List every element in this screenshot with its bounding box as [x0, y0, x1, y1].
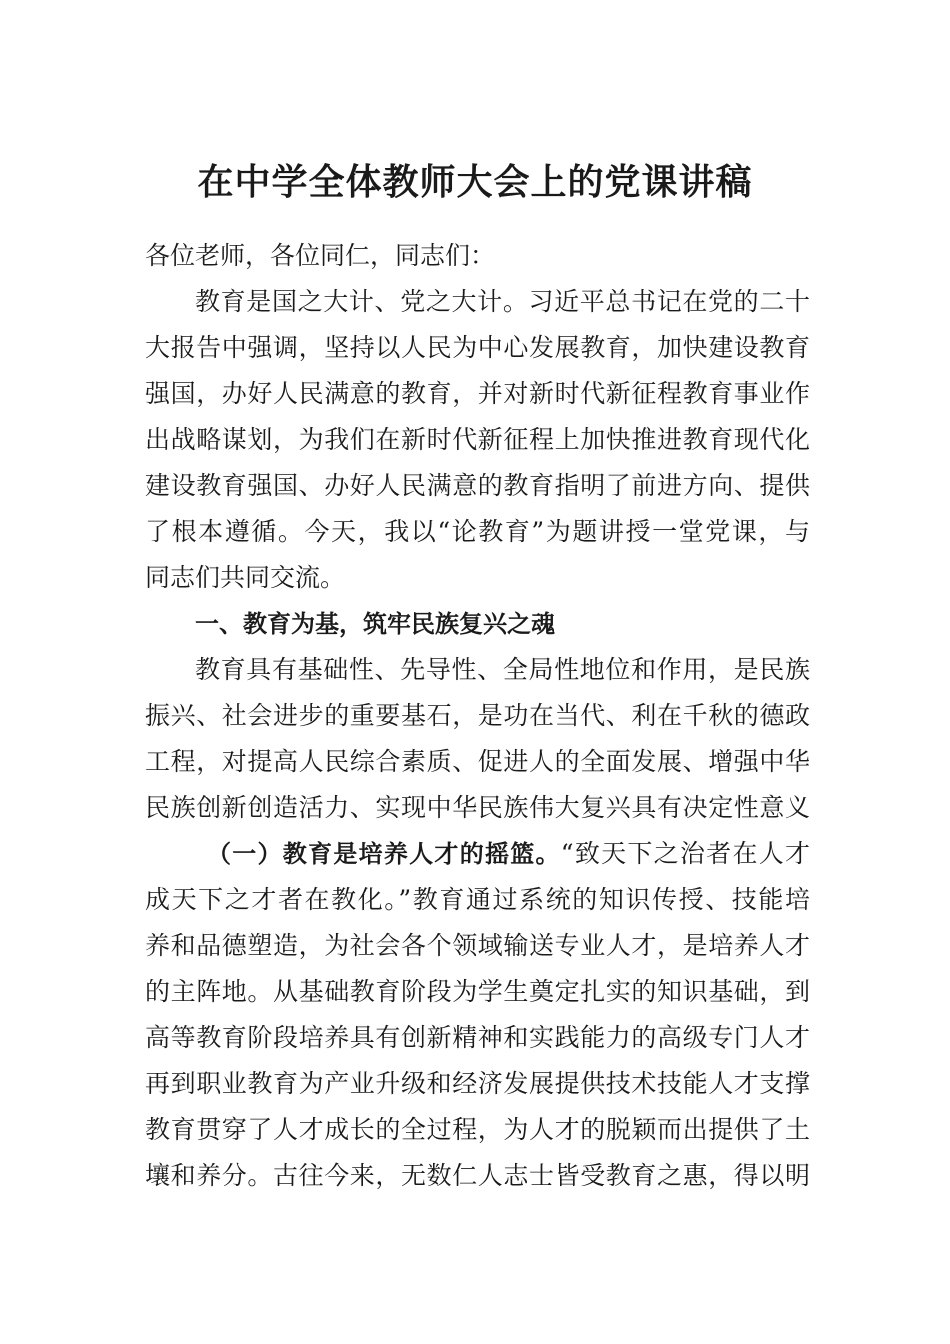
section-line: 振兴、社会进步的重要基石，是功在当代、利在千秋的德政 — [145, 701, 810, 730]
subsection-line: 高等教育阶段培养具有创新精神和实践能力的高级专门人才 — [145, 1023, 810, 1052]
intro-line: 同志们共同交流。 — [145, 563, 346, 592]
subsection-line: 成天下之才者在教化。”教育通过系统的知识传授、技能培 — [145, 885, 810, 914]
subsection-first-line — [145, 831, 810, 877]
section-line: 民族创新创造活力、实现中华民族伟大复兴具有决定性意义 — [145, 793, 810, 822]
intro-line: 出战略谋划，为我们在新时代新征程上加快推进教育现代化 — [145, 425, 810, 454]
greeting: 各位老师，各位同仁，同志们： — [145, 241, 496, 270]
subsection-line: 教育贯穿了人才成长的全过程，为人才的脱颖而出提供了土 — [145, 1115, 810, 1144]
document-title: 在中学全体教师大会上的党课讲稿 — [197, 162, 753, 203]
intro-line: 强国，办好人民满意的教育，并对新时代新征程教育事业作 — [145, 379, 810, 408]
section-heading: 一、教育为基，筑牢民族复兴之魂 — [195, 610, 555, 638]
subsection-heading: （一）教育是培养人才的摇篮。 — [207, 840, 561, 868]
subsection-line: 再到职业教育为产业升级和经济发展提供技术技能人才支撑 — [145, 1069, 810, 1098]
intro-line: 了根本遵循。今天，我以“论教育”为题讲授一堂党课，与 — [145, 517, 810, 546]
intro-line: 大报告中强调，坚持以人民为中心发展教育，加快建设教育 — [145, 333, 810, 362]
intro-line: 建设教育强国、办好人民满意的教育指明了前进方向、提供 — [145, 471, 810, 500]
section-line: 教育具有基础性、先导性、全局性地位和作用，是民族 — [195, 655, 810, 684]
intro-line: 教育是国之大计、党之大计。习近平总书记在党的二十 — [195, 287, 810, 316]
subsection-line: 养和品德塑造，为社会各个领域输送专业人才，是培养人才 — [145, 931, 810, 960]
document-body — [145, 233, 810, 1199]
subsection-line: 壤和养分。古往今来，无数仁人志士皆受教育之惠，得以明 — [145, 1161, 810, 1190]
subsection-first-line-text: “致天下之治者在人才 — [560, 839, 810, 868]
section-line: 工程，对提高人民综合素质、促进人的全面发展、增强中华 — [145, 747, 810, 776]
subsection-line: 的主阵地。从基础教育阶段为学生奠定扎实的知识基础，到 — [145, 977, 810, 1006]
